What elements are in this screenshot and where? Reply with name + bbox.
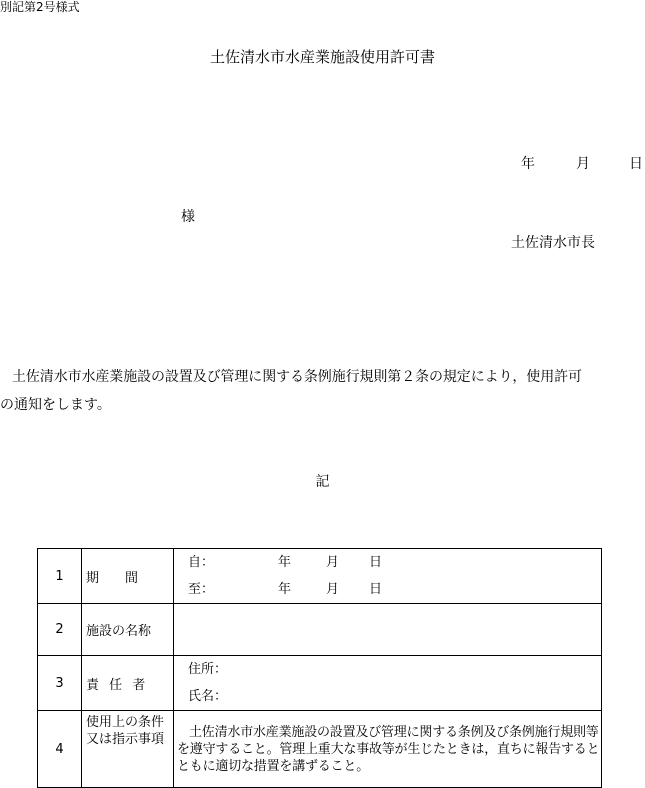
responsible-address-label: 住所： (188, 662, 228, 677)
row-label-facility-name: 施設の名称 (82, 604, 174, 656)
facility-name-value (174, 604, 602, 656)
period-from-line (188, 549, 601, 576)
row-number: 1 (38, 549, 82, 604)
row-label-period (82, 549, 174, 604)
conditions-text: 土佐清水市水産業施設の設置及び管理に関する条例及び条例施行規則等を遵守すること。管理上重大な事故等が生じたときは，直ちに報告するとともに適切な措置を講ずること。 (174, 711, 602, 788)
row-number: 4 (38, 711, 82, 788)
responsible-person-value (174, 656, 602, 711)
period-to-month: 月 (326, 582, 340, 597)
date-month-label: 月 (576, 156, 590, 172)
row-number: 3 (38, 656, 82, 711)
ki-heading: 記 (315, 474, 330, 490)
row-label-responsible-person: 責 任 者 (82, 656, 174, 711)
period-from-day: 日 (369, 555, 383, 570)
addressee-honorific: 様 (181, 209, 195, 225)
form-number-label: 別記第2号様式 (0, 0, 80, 14)
period-from-prefix: 自： (188, 555, 215, 570)
table-row-period (38, 549, 602, 604)
period-to-day: 日 (369, 582, 383, 597)
notice-body-line-1: 土佐清水市水産業施設の設置及び管理に関する条例施行規則第２条の規定により，使用許可 (12, 369, 582, 385)
period-value-cell (174, 549, 602, 604)
issuer-name: 土佐清水市長 (511, 235, 595, 251)
notice-body-line-2: の通知をします。 (0, 397, 111, 413)
table-row-facility-name (38, 604, 602, 656)
document-title: 土佐清水市水産業施設使用許可書 (209, 48, 435, 66)
date-year-label: 年 (521, 156, 535, 172)
period-from-month: 月 (326, 555, 340, 570)
period-from-year: 年 (278, 555, 292, 570)
responsible-name-label: 氏名： (188, 689, 228, 704)
date-day-label: 日 (629, 156, 643, 172)
period-to-line (188, 576, 601, 603)
period-to-prefix: 至： (188, 582, 215, 597)
table-row-conditions (38, 711, 602, 788)
period-to-year: 年 (278, 582, 292, 597)
row-label-conditions: 使用上の条件又は指示事項 (82, 711, 174, 788)
permit-terms-table (37, 548, 602, 788)
row-number: 2 (38, 604, 82, 656)
table-row-responsible-person (38, 656, 602, 711)
period-label-text: 期 間 (86, 570, 139, 586)
